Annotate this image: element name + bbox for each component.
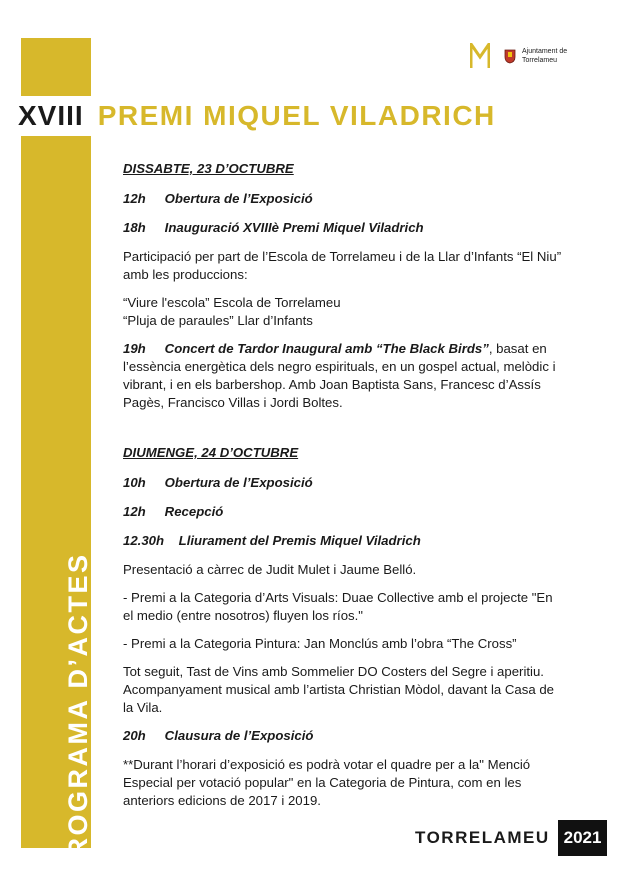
program-label: PROGRAMA D’ACTES	[63, 552, 93, 878]
council-name: Ajuntament de Torrelameu	[522, 48, 568, 64]
event-line: 10h Obertura de l’Exposició	[123, 475, 313, 490]
logos	[470, 42, 567, 70]
day-heading: DISSABTE, 23 D’OCTUBRE	[123, 161, 294, 176]
footer	[415, 820, 607, 856]
note-paragraph: **Durant l’horari d’exposició es podrà votar el quadre per a la" Menció Especial per votació popular" en la Categoria de Pintura, com en les anteriors edicions de 2017 i 2019.	[123, 757, 531, 808]
event-line: 12.30h Lliurament del Premis Miquel Viladrich	[123, 533, 421, 548]
program-content	[123, 160, 563, 820]
award-title: PREMI MIQUEL VILADRICH	[97, 100, 496, 131]
paragraph: - Premi a la Categoria d’Arts Visuals: Duae Collective amb el projecte "En el medio (entre nosotros) fluyen los ríos."	[123, 590, 553, 623]
sidebar-band	[21, 38, 93, 878]
paragraph: Participació per part de l’Escola de Torrelameu i de la Llar d’Infants “El Niu” amb les produccions:	[123, 249, 562, 282]
paragraph: Presentació a càrrec de Judit Mulet i Jaume Belló.	[123, 562, 417, 577]
page-title	[18, 96, 504, 136]
town-name: TORRELAMEU	[415, 828, 550, 847]
crest-icon	[504, 48, 516, 64]
paragraph: - Premi a la Categoria Pintura: Jan Monclús amb l’obra “The Cross”	[123, 636, 517, 651]
event-line: 18h Inauguració XVIIIè Premi Miquel Viladrich	[123, 220, 424, 235]
paragraph: Tot seguit, Tast de Vins amb Sommelier DO Costers del Segre i aperitiu. Acompanyament musical amb l’artista Christian Mòdol, davant la Casa de la Vila.	[123, 664, 554, 715]
edition-number: XVIII	[18, 100, 84, 131]
event-line: 12h Obertura de l’Exposició	[123, 191, 313, 206]
event-line: 12h Recepció	[123, 504, 224, 519]
day-heading: DIUMENGE, 24 D’OCTUBRE	[123, 445, 299, 460]
year-badge: 2021	[558, 820, 608, 856]
concert-paragraph: 19h Concert de Tardor Inaugural amb “The Black Birds”, basat en l’essència energètica dels negro espirituals, en un gospel actual, melòdic i vibrant, i en els barbershop. Amb Joan Baptista Sans, Francesc d’Assís Pagès, Francisco Villas i Jordi Boltes.	[123, 341, 556, 410]
event-line: 20h Clausura de l’Exposició	[123, 728, 314, 743]
paragraph: “Viure l'escola” Escola de Torrelameu “Pluja de paraules” Llar d’Infants	[123, 295, 341, 328]
m-logo-icon	[470, 43, 490, 69]
